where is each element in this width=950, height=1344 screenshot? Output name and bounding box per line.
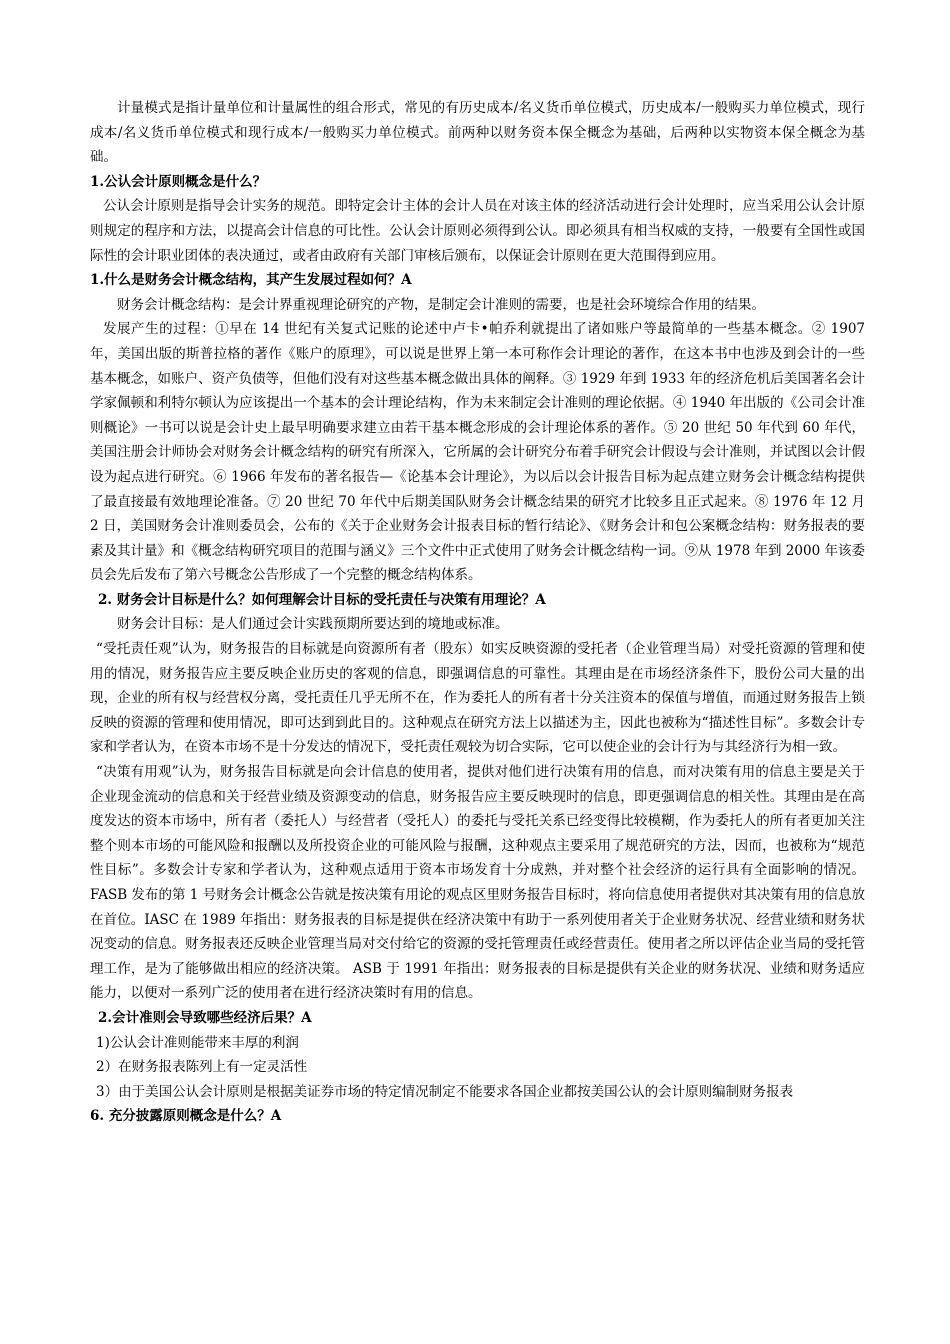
paragraph-measurement-model: 计量模式是指计量单位和计量属性的组合形式，常见的有历史成本/名义货币单位模式，历史成本/一般购买力单位模式，现行成本/名义货币单位模式和现行成本/一般购买力单位模式。前两种以财务资本保全概念为基础，后两种以实物资本保全概念为基础。 [90, 100, 865, 166]
heading-accounting-objectives: 2. 财务会计目标是什么？如何理解会计目标的受托责任与决策有用理论？A [98, 591, 546, 608]
heading-conceptual-framework: 1.什么是财务会计概念结构，其产生发展过程如何？A [90, 272, 412, 289]
paragraph-gaap-definition: 公认会计原则是指导会计实务的规范。即特定会计主体的会计人员在对该主体的经济活动进行会计处理时，应当采用公认会计原则规定的程序和方法，以提高会计信息的可比性。公认会计原则必须得到公认。即必须具有相当权威的支持，一般要有全国性或国际性的会计职业团体的表决通过，或者由政府有关部门审核后颁布，以保证会计原则在更大范围得到应用。 [90, 198, 865, 264]
list-item: 2）在财务报表陈列上有一定灵活性 [96, 1059, 308, 1076]
paragraph-decision-usefulness-view: “决策有用观”认为，财务报告目标就是向会计信息的使用者，提供对他们进行决策有用的信息，而对决策有用的信息主要是关于企业现金流动的信息和关于经营业绩及资源变动的信息，财务报告应主要反映现时的信息，即更强调信息的相关性。其理由是在高度发达的资本市场中，所有者（委托人）与经营者（受托人）的委托与受托关系已经变得比较模糊，作为委托人的所有者更加关注整个则本市场的可能风险和报酬以及所投资企业的可能风险与报酬，这种观点主要采用了规范研究的方法，因而，也被称为“规范性目标”。多数会计专家和学者认为，这种观点适用于资本市场发育十分成熟，并对整个社会经济的运行具有全面影响的情况。FASB 发布的第 1 号财务会计概念公告就是按决策有用论的观点区里财务报告目标时，将向信息使用者提供对其决策有用的信息放在首位。IASC 在 1989 年指出：财务报表的目标是提供在经济决策中有助于一系列使用者关于企业财务状况、经营业绩和财务状况变动的信息。财务报表还反映企业管理当局对交付给它的资源的受托管理责任或经营责任。使用者之所以评估企业当局的受托管理工作，是为了能够做出相应的经济决策。 ASB 于 1991 年指出：财务报表的目标是提供有关企业的财务状况、业绩和财务适应能力，以便对一系列广泛的使用者在进行经济决策时有用的信息。 [90, 764, 865, 1002]
paragraph-framework-definition: 财务会计概念结构：是会计界重视理论研究的产物，是制定会计准则的需要，也是社会环境综合作用的结果。 [117, 296, 765, 313]
list-item: 1)公认会计准则能带来丰厚的利润 [96, 1034, 299, 1051]
paragraph-objective-definition: 财务会计目标：是人们通过会计实践预期所要达到的境地或标准。 [117, 616, 509, 633]
list-item: 3）由于美国公认会计原则是根据美证券市场的特定情况制定不能要求各国企业都按美国公认的会计原则编制财务报表 [96, 1083, 794, 1100]
document-page [90, 96, 865, 1129]
paragraph-framework-history: 发展产生的过程：①早在 14 世纪有关复式记账的论述中卢卡•帕乔利就提出了诸如账户等最简单的一些基本概念。② 1907 年，美国出版的斯普拉格的著作《账户的原理》，可以说是世界上第一本可称作会计理论的著作，在这本书中也涉及到会计的一些基本概念，如账户、资产负债等，但他们没有对这些基本概念做出具体的阐释。③ 1929 年到 1933 年的经济危机后美国著名会计学家佩顿和利特尔顿认为应该提出一个基本的会计理论结构，作为未来制定会计准则的理论依据。④ 1940 年出版的《公司会计准则概论》一书可以说是会计史上最早明确要求建立由若干基本概念形成的会计理论体系的著作。⑤ 20 世纪 50 年代到 60 年代，美国注册会计师协会对财务会计概念结构的研究有所深入，它所属的会计研究分布着手研究会计假设与会计准则，并试图以会计假设为起点进行研究。⑥ 1966 年发布的著名报告—《论基本会计理论》，为以后以会计报告目标为起点建立财务会计概念结构提供了最直接最有效地理论准备。⑦ 20 世纪 70 年代中后期美国队财务会计概念结果的研究才比较多且正式起来。⑧ 1976 年 12 月 2 日，美国财务会计准则委员会，公布的《关于企业财务会计报表目标的暂行结论》、《财务会计和包公案概念结构：财务报表的要素及其计量》和《概念结构研究项目的范围与涵义》三个文件中正式使用了财务会计概念结构一词。⑨从 1978 年到 2000 年该委员会先后发布了第六号概念公告形成了一个完整的概念结构体系。 [90, 321, 865, 584]
heading-full-disclosure: 6. 充分披露原则概念是什么？A [90, 1108, 282, 1125]
heading-economic-consequences: 2.会计准则会导致哪些经济后果？A [98, 1009, 312, 1026]
paragraph-stewardship-view: “受托责任观”认为，财务报告的目标就是向资源所有者（股东）如实反映资源的受托者（企业管理当局）对受托资源的管理和使用的情况，财务报告应主要反映企业历史的客观的信息，即强调信息的可靠性。其理由是在市场经济条件下，股份公司大量的出现，企业的所有权与经营权分离，受托责任几乎无所不在，作为委托人的所有者十分关注资本的保值与增值，而通过财务报告上锁反映的资源的管理和使用情况，即可达到到此目的。这种观点在研究方法上以描述为主，因此也被称为“描述性目标”。多数会计专家和学者认为，在资本市场不是十分发达的情况下，受托责任观较为切合实际，它可以使企业的会计行为与其经济行为相一致。 [90, 641, 865, 756]
heading-gaap-concept: 1.公认会计原则概念是什么？ [90, 173, 267, 190]
